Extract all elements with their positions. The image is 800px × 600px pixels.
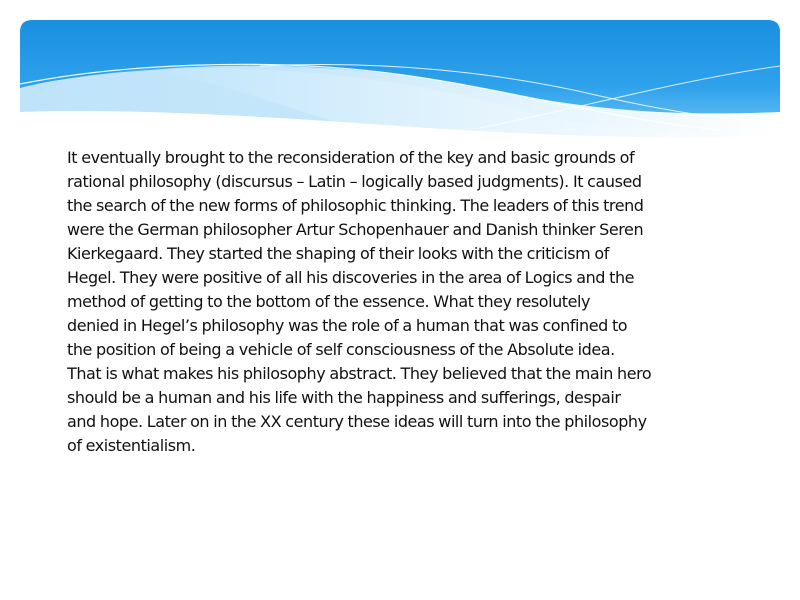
paragraph-line: That is what makes his philosophy abstract. They believed that the main hero	[67, 364, 652, 383]
paragraph-line: rational philosophy (discursus – Latin – logically based judgments). It caused	[67, 172, 642, 191]
paragraph-line: method of getting to the bottom of the essence. What they resolutely	[67, 292, 591, 311]
paragraph-line: were the German philosopher Artur Schopenhauer and Danish thinker Seren	[67, 220, 644, 239]
paragraph-line: denied in Hegel’s philosophy was the role of a human that was confined to	[67, 316, 628, 335]
paragraph-line: It eventually brought to the reconsideration of the key and basic grounds of	[67, 148, 635, 167]
paragraph-line: Hegel. They were positive of all his discoveries in the area of Logics and the	[67, 268, 635, 287]
paragraph-line: and hope. Later on in the XX century these ideas will turn into the philosophy	[67, 412, 647, 431]
body-paragraph	[67, 146, 727, 458]
paragraph-line: the search of the new forms of philosophic thinking. The leaders of this trend	[67, 196, 644, 215]
paragraph-line: should be a human and his life with the happiness and sufferings, despair	[67, 388, 621, 407]
paragraph-line: of existentialism.	[67, 436, 196, 455]
paragraph-line: the position of being a vehicle of self consciousness of the Absolute idea.	[67, 340, 615, 359]
wave-header-decoration	[0, 0, 800, 150]
paragraph-line: Kierkegaard. They started the shaping of their looks with the criticism of	[67, 244, 609, 263]
